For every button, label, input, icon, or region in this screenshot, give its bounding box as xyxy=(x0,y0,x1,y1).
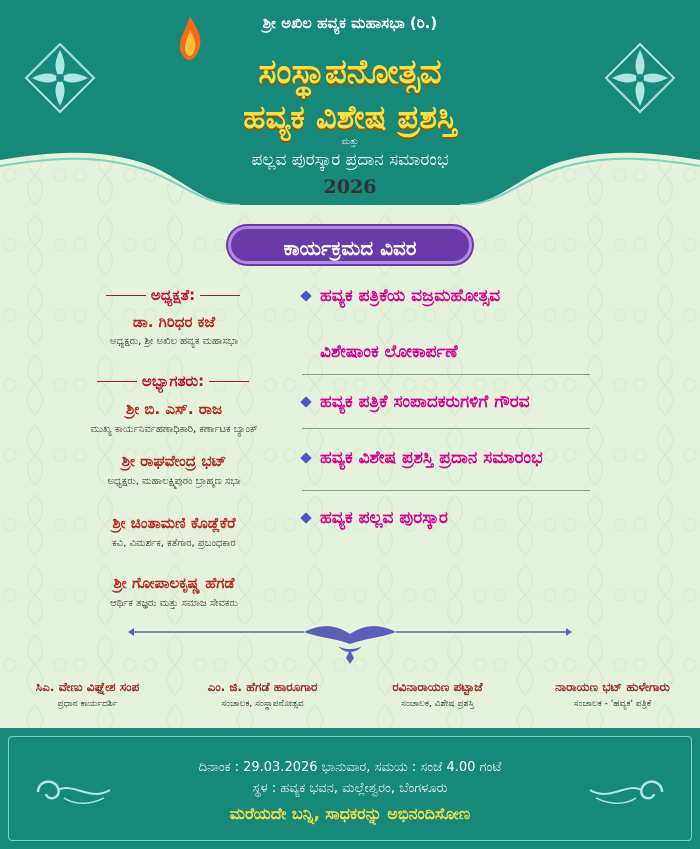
invitation-slogan: ಮರೆಯದೇ ಬನ್ನಿ, ಸಾಧಕರನ್ನು ಅಭಿನಂದಿಸೋಣ xyxy=(229,804,471,823)
guest-role: ಆರ್ಥಿಕ ತಜ್ಞರು ಮತ್ತು ಸಮಾಜ ಸೇವಕರು xyxy=(110,598,238,609)
diamond-bullet-icon xyxy=(300,512,311,523)
organizer-name: ನಾರಾಯಣ ಭಟ್ ಹುಳೇಗಾರು xyxy=(555,680,670,694)
ornamental-divider-icon xyxy=(128,620,572,664)
guest-role: ಕವಿ, ವಿಮರ್ಶಕ, ಕತೆಗಾರ, ಪ್ರಬಂಧಕಾರ xyxy=(112,538,236,549)
guests-heading xyxy=(92,372,254,390)
president-name: ಡಾ. ಗಿರಿಧರ ಕಜೆ xyxy=(132,313,216,331)
diamond-bullet-icon xyxy=(300,452,311,463)
organizer-role: ಸಂಚಾಲಕ, ಸಂಸ್ಥಾಪನೋತ್ಸವ xyxy=(221,699,304,709)
organization-name: ಶ್ರೀ ಅಖಿಲ ಹವ್ಯಕ ಮಹಾಸಭಾ (ರಿ.) xyxy=(262,14,438,32)
header xyxy=(0,0,700,205)
program-item xyxy=(302,508,602,528)
event-title-line1: ಸಂಸ್ಥಾಪನೋತ್ಸವ xyxy=(258,52,442,92)
presidency-heading-text: ಅಧ್ಯಕ್ಷತೆ: xyxy=(150,286,196,304)
diamond-bullet-icon xyxy=(300,290,311,301)
guest-role: ಅಧ್ಯಕ್ಷರು, ಮಹಾಲಕ್ಷ್ಮಿಪುರಂ ಬ್ರಾಹ್ಮಣ ಸಭಾ xyxy=(107,476,241,487)
program-item xyxy=(302,392,602,412)
program-details-banner: ಕಾರ್ಯಕ್ರಮದ ವಿವರ xyxy=(228,226,472,264)
organizer-name: ಸಿಎ. ವೇಣು ವಿಘ್ನೇಶ ಸಂಪ xyxy=(35,680,140,694)
program-item-text: ಹವ್ಯಕ ಪಲ್ಲವ ಪುರಸ್ಕಾರ xyxy=(320,508,448,528)
guest-role: ಮುಖ್ಯ ಕಾರ್ಯನಿರ್ವಹಣಾಧಿಕಾರಿ, ಕರ್ಣಾಟಕ ಬ್ಯಾಂಕ್ xyxy=(90,424,258,435)
event-year: 2026 xyxy=(323,176,377,198)
event-title-line2: ಹವ್ಯಕ ವಿಶೇಷ ಪ್ರಶಸ್ತಿ xyxy=(243,98,457,136)
event-venue: ಸ್ಥಳ : ಹವ್ಯಕ ಭವನ, ಮಲ್ಲೇಶ್ವರಂ, ಬೆಂಗಳೂರು xyxy=(252,781,448,796)
guests-heading-text: ಅಭ್ಯಾಗತರು: xyxy=(141,372,205,390)
program-item-text: ವಿಶೇಷಾಂಕ ಲೋಕಾರ್ಪಣೆ xyxy=(320,342,458,362)
program-item-text: ಹವ್ಯಕ ಪತ್ರಿಕೆಯ ವಜ್ರಮಹೋತ್ಸವ xyxy=(320,286,501,306)
program-item xyxy=(302,448,602,468)
program-separator xyxy=(302,374,590,375)
program-item-text: ಹವ್ಯಕ ಪತ್ರಿಕೆ ಸಂಪಾದಕರುಗಳಿಗೆ ಗೌರವ xyxy=(320,392,530,412)
program-separator xyxy=(302,490,590,491)
organizer-name: ಎಂ. ಜಿ. ಹೆಗಡೆ ಹಾರೂಗಾರ xyxy=(207,680,318,694)
guest-name: ಶ್ರೀ ಚಿಂತಾಮಣಿ ಕೊಡ್ಲೆಕೆರೆ xyxy=(112,514,236,532)
guest-name: ಶ್ರೀ ರಾಘವೇಂದ್ರ ಭಟ್ xyxy=(121,452,227,470)
diamond-bullet-icon xyxy=(300,396,311,407)
organizer-role: ಸಂಚಾಲಕ, ವಿಶೇಷ ಪ್ರಶಸ್ತಿ xyxy=(400,699,474,709)
guest-name: ಶ್ರೀ ಗೋಪಾಲಕೃಷ್ಣ ಹೆಗಡೆ xyxy=(113,574,235,592)
organizer-name: ರವಿನಾರಾಯಣ ಪಟ್ಟಾಜೆ xyxy=(392,680,483,694)
program-separator xyxy=(302,428,590,429)
event-subtitle: ಪಲ್ಲವ ಪುರಸ್ಕಾರ ಪ್ರದಾನ ಸಮಾರಂಭ xyxy=(251,150,449,170)
connector-text: ಮತ್ತು xyxy=(341,137,359,147)
event-date-time: ದಿನಾಂಕ : 29.03.2026 ಭಾನುವಾರ, ಸಮಯ : ಸಂಜೆ 4.00 ಗಂಟೆ xyxy=(198,760,502,775)
program-item xyxy=(302,286,602,306)
organizer-role: ಸಂಚಾಲಕ - 'ಹವ್ಯಕ' ಪತ್ರಿಕೆ xyxy=(573,699,652,709)
guest-name: ಶ್ರೀ ಬಿ. ಎಸ್. ರಾಜ xyxy=(125,400,223,418)
president-role: ಅಧ್ಯಕ್ಷರು, ಶ್ರೀ ಅಖಿಲ ಹವ್ಯಕ ಮಹಾಸಭಾ xyxy=(109,336,239,347)
presidency-heading xyxy=(92,286,254,304)
organizer-role: ಪ್ರಧಾನ ಕಾರ್ಯದರ್ಶಿ xyxy=(57,699,118,709)
program-item-continuation xyxy=(302,342,620,362)
program-item-text: ಹವ್ಯಕ ವಿಶೇಷ ಪ್ರಶಸ್ತಿ ಪ್ರದಾನ ಸಮಾರಂಭ xyxy=(320,448,543,468)
